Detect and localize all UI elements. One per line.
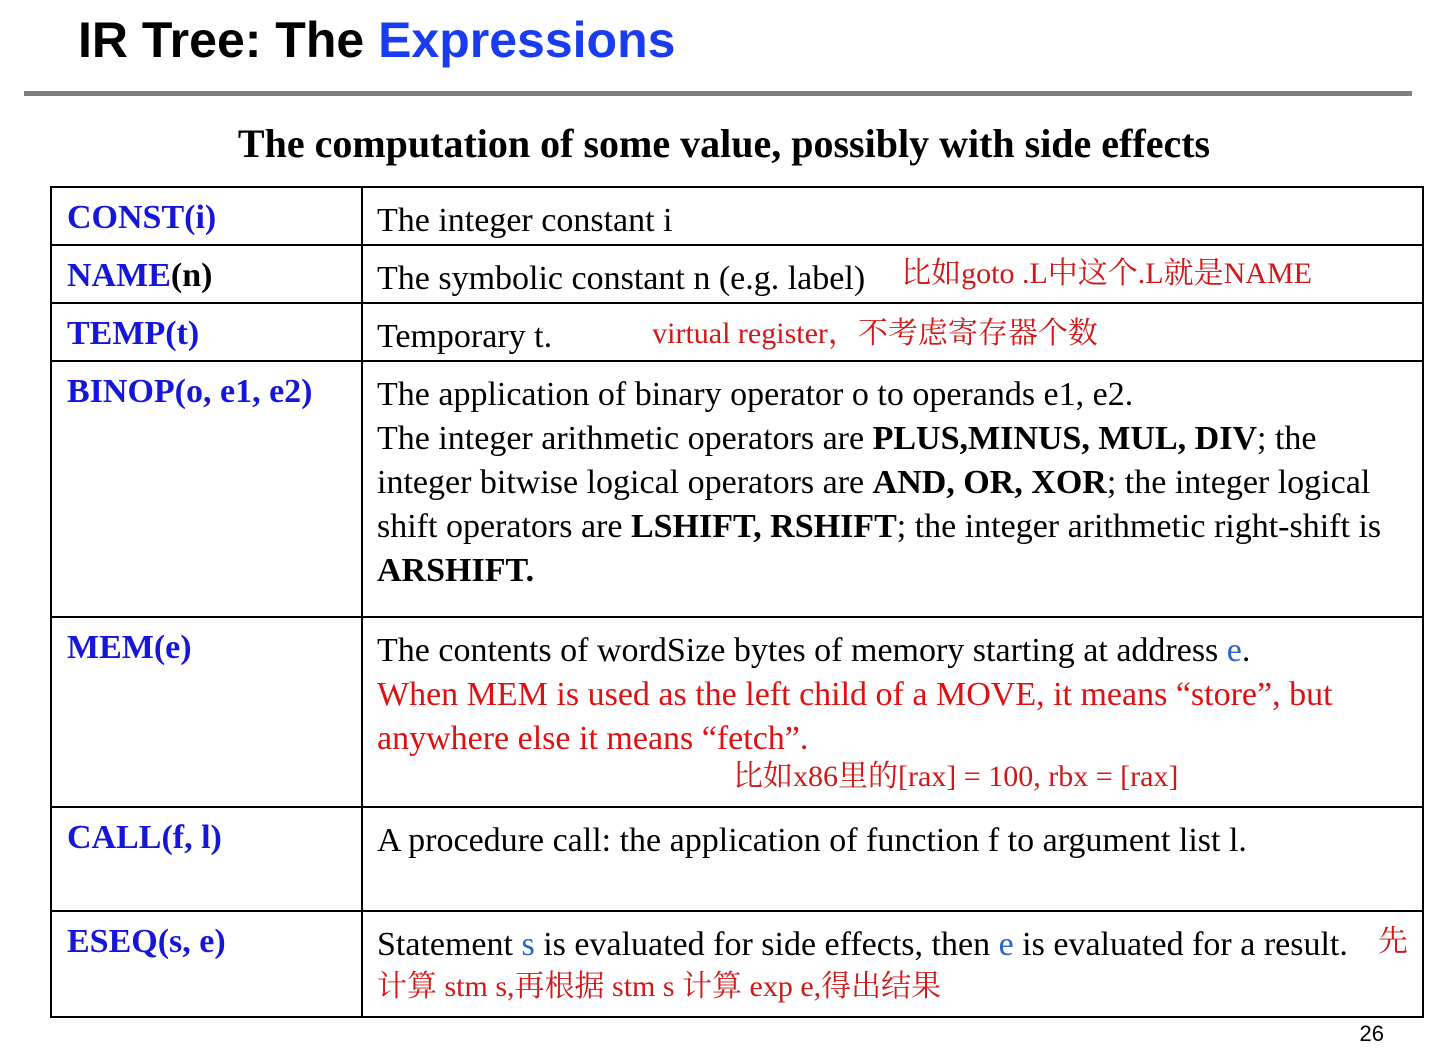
arithmetic-operators: PLUS,MINUS, MUL, DIV bbox=[872, 420, 1258, 457]
table-row-binop bbox=[51, 361, 1423, 617]
expression-description bbox=[362, 245, 1423, 303]
text-segment: . bbox=[1241, 632, 1251, 669]
title-divider bbox=[24, 91, 1412, 96]
slide-subtitle: The computation of some value, possibly with side effects bbox=[237, 121, 1211, 166]
variable-s: s bbox=[521, 926, 535, 963]
expression-description bbox=[362, 617, 1423, 807]
title-highlight: Expressions bbox=[378, 12, 676, 68]
expressions-table bbox=[50, 186, 1424, 1018]
description-line bbox=[377, 629, 1410, 673]
table-row-eseq bbox=[51, 911, 1423, 1017]
expression-name: TEMP(t) bbox=[51, 303, 362, 361]
title-prefix: IR Tree: The bbox=[78, 12, 379, 68]
name-argument: (n) bbox=[170, 257, 213, 294]
text-segment: The integer arithmetic operators are bbox=[377, 420, 873, 457]
text-segment: is evaluated for side effects, then bbox=[534, 926, 999, 963]
text-segment: ; the integer logical shift operators are bbox=[377, 464, 1371, 545]
shift-operators: LSHIFT, RSHIFT bbox=[630, 508, 897, 545]
name-keyword: NAME bbox=[67, 257, 171, 294]
description-text: The symbolic constant n (e.g. label) bbox=[377, 260, 866, 297]
description-line: The application of binary operator o to operands e1, e2. bbox=[377, 376, 1134, 413]
slide-title bbox=[78, 8, 675, 72]
annotation-note: 比如goto .L中这个.L就是NAME bbox=[901, 257, 1312, 290]
text-segment: Statement bbox=[377, 926, 522, 963]
expression-description bbox=[362, 807, 1423, 911]
expression-description bbox=[362, 303, 1423, 361]
table-row-const bbox=[51, 187, 1423, 245]
expression-name bbox=[51, 245, 362, 303]
expression-name: MEM(e) bbox=[51, 617, 362, 807]
text-segment: The contents of wordSize bytes of memory starting at address bbox=[377, 632, 1227, 669]
expression-description bbox=[362, 911, 1423, 1017]
expression-description bbox=[362, 187, 1423, 245]
expression-name: ESEQ(s, e) bbox=[51, 911, 362, 1017]
bitwise-operators: AND, OR, XOR bbox=[872, 464, 1107, 501]
annotation-note: virtual register，不考虑寄存器个数 bbox=[652, 317, 1098, 350]
store-fetch-explanation: When MEM is used as the left child of a MOVE, it means “store”, but anywhere else it means “fetch”. bbox=[377, 676, 1333, 757]
table-row-mem bbox=[51, 617, 1423, 807]
text-segment: ; the integer arithmetic right-shift is bbox=[896, 508, 1382, 545]
description-text: A procedure call: the application of function f to argument list l. bbox=[377, 822, 1247, 859]
page-number: 26 bbox=[1359, 1021, 1384, 1046]
description-text: Temporary t. bbox=[377, 318, 553, 355]
text-segment: ; the integer bitwise logical operators are bbox=[377, 420, 1317, 501]
table-row-temp bbox=[51, 303, 1423, 361]
expression-name: CONST(i) bbox=[51, 187, 362, 245]
variable-e: e bbox=[998, 926, 1014, 963]
expression-name: CALL(f, l) bbox=[51, 807, 362, 911]
description-text: The integer constant i bbox=[377, 202, 673, 239]
variable-e: e bbox=[1226, 632, 1242, 669]
description-paragraph bbox=[377, 417, 1410, 593]
table-row-name bbox=[51, 245, 1423, 303]
expression-name: BINOP(o, e1, e2) bbox=[51, 361, 362, 617]
annotation-note: 先计算 stm s,再根据 stm s 计算 exp e,得出结果 bbox=[377, 925, 1408, 1003]
text-segment: is evaluated for a result. bbox=[1013, 926, 1348, 963]
table-row-call bbox=[51, 807, 1423, 911]
annotation-note: 比如x86里的[rax] = 100, rbx = [rax] bbox=[733, 760, 1179, 793]
arshift-operator: ARSHIFT. bbox=[377, 552, 535, 589]
expression-description bbox=[362, 361, 1423, 617]
